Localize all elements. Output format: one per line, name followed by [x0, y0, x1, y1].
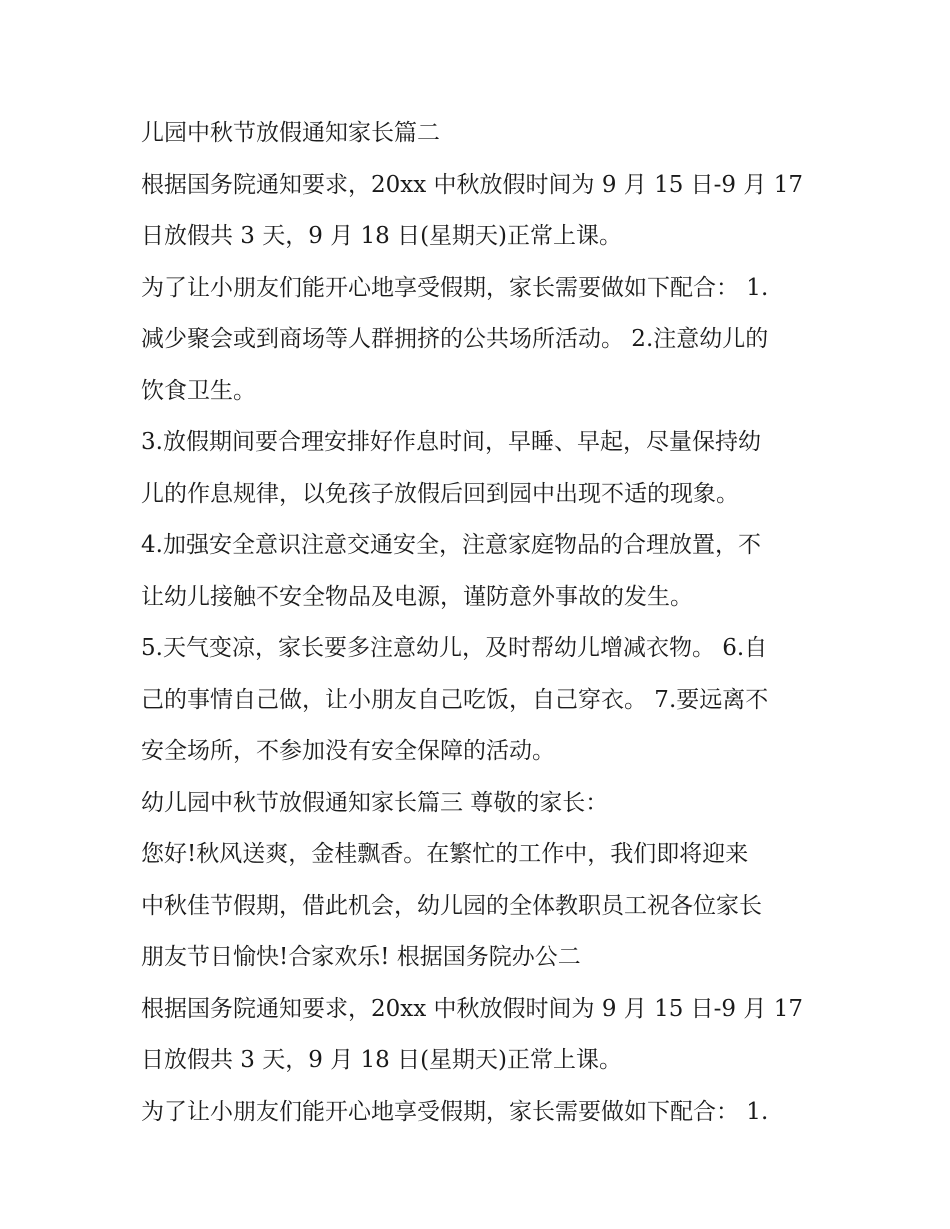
document-body [141, 108, 821, 1138]
text-line: 减少聚会或到商场等人群拥挤的公共场所活动。 2.注意幼儿的 [141, 326, 769, 352]
text-line: 4.加强安全意识注意交通安全，注意家庭物品的合理放置，不 [141, 532, 761, 558]
text-line: 5.天气变凉，家长要多注意幼儿，及时帮幼儿增减衣物。 6.自 [141, 635, 768, 661]
text-line: 安全场所，不参加没有安全保障的活动。 [141, 738, 555, 764]
text-line: 让幼儿接触不安全物品及电源，谨防意外事故的发生。 [141, 583, 693, 610]
text-line: 为了让小朋友们能开心地享受假期，家长需要做如下配合： 1. [141, 274, 769, 301]
text-line: 朋友节日愉快!合家欢乐! 根据国务院办公二 [141, 944, 581, 970]
text-line: 为了让小朋友们能开心地享受假期，家长需要做如下配合： 1. [141, 1098, 769, 1125]
text-line: 日放假共 3 天，9 月 18 日(星期天)正常上课。 [141, 223, 623, 249]
text-line: 根据国务院通知要求，20xx 中秋放假时间为 9 月 15 日-9 月 17 [141, 171, 803, 198]
text-line: 幼儿园中秋节放假通知家长篇三 尊敬的家长： [141, 789, 609, 816]
text-line: 儿的作息规律，以免孩子放假后回到园中出现不适的现象。 [141, 480, 739, 507]
text-line: 饮食卫生。 [141, 377, 256, 404]
text-line: 儿园中秋节放假通知家长篇二 [141, 120, 440, 146]
text-line: 日放假共 3 天，9 月 18 日(星期天)正常上课。 [141, 1047, 623, 1073]
text-line: 根据国务院通知要求，20xx 中秋放假时间为 9 月 15 日-9 月 17 [141, 995, 803, 1022]
text-line: 中秋佳节假期，借此机会，幼儿园的全体教职员工祝各位家长 [141, 892, 762, 919]
text-line: 3.放假期间要合理安排好作息时间，早睡、早起，尽量保持幼 [141, 429, 761, 455]
text-line: 己的事情自己做，让小朋友自己吃饭，自己穿衣。 7.要远离不 [141, 686, 769, 713]
text-line: 您好!秋风送爽，金桂飘香。在繁忙的工作中，我们即将迎来 [141, 841, 749, 867]
